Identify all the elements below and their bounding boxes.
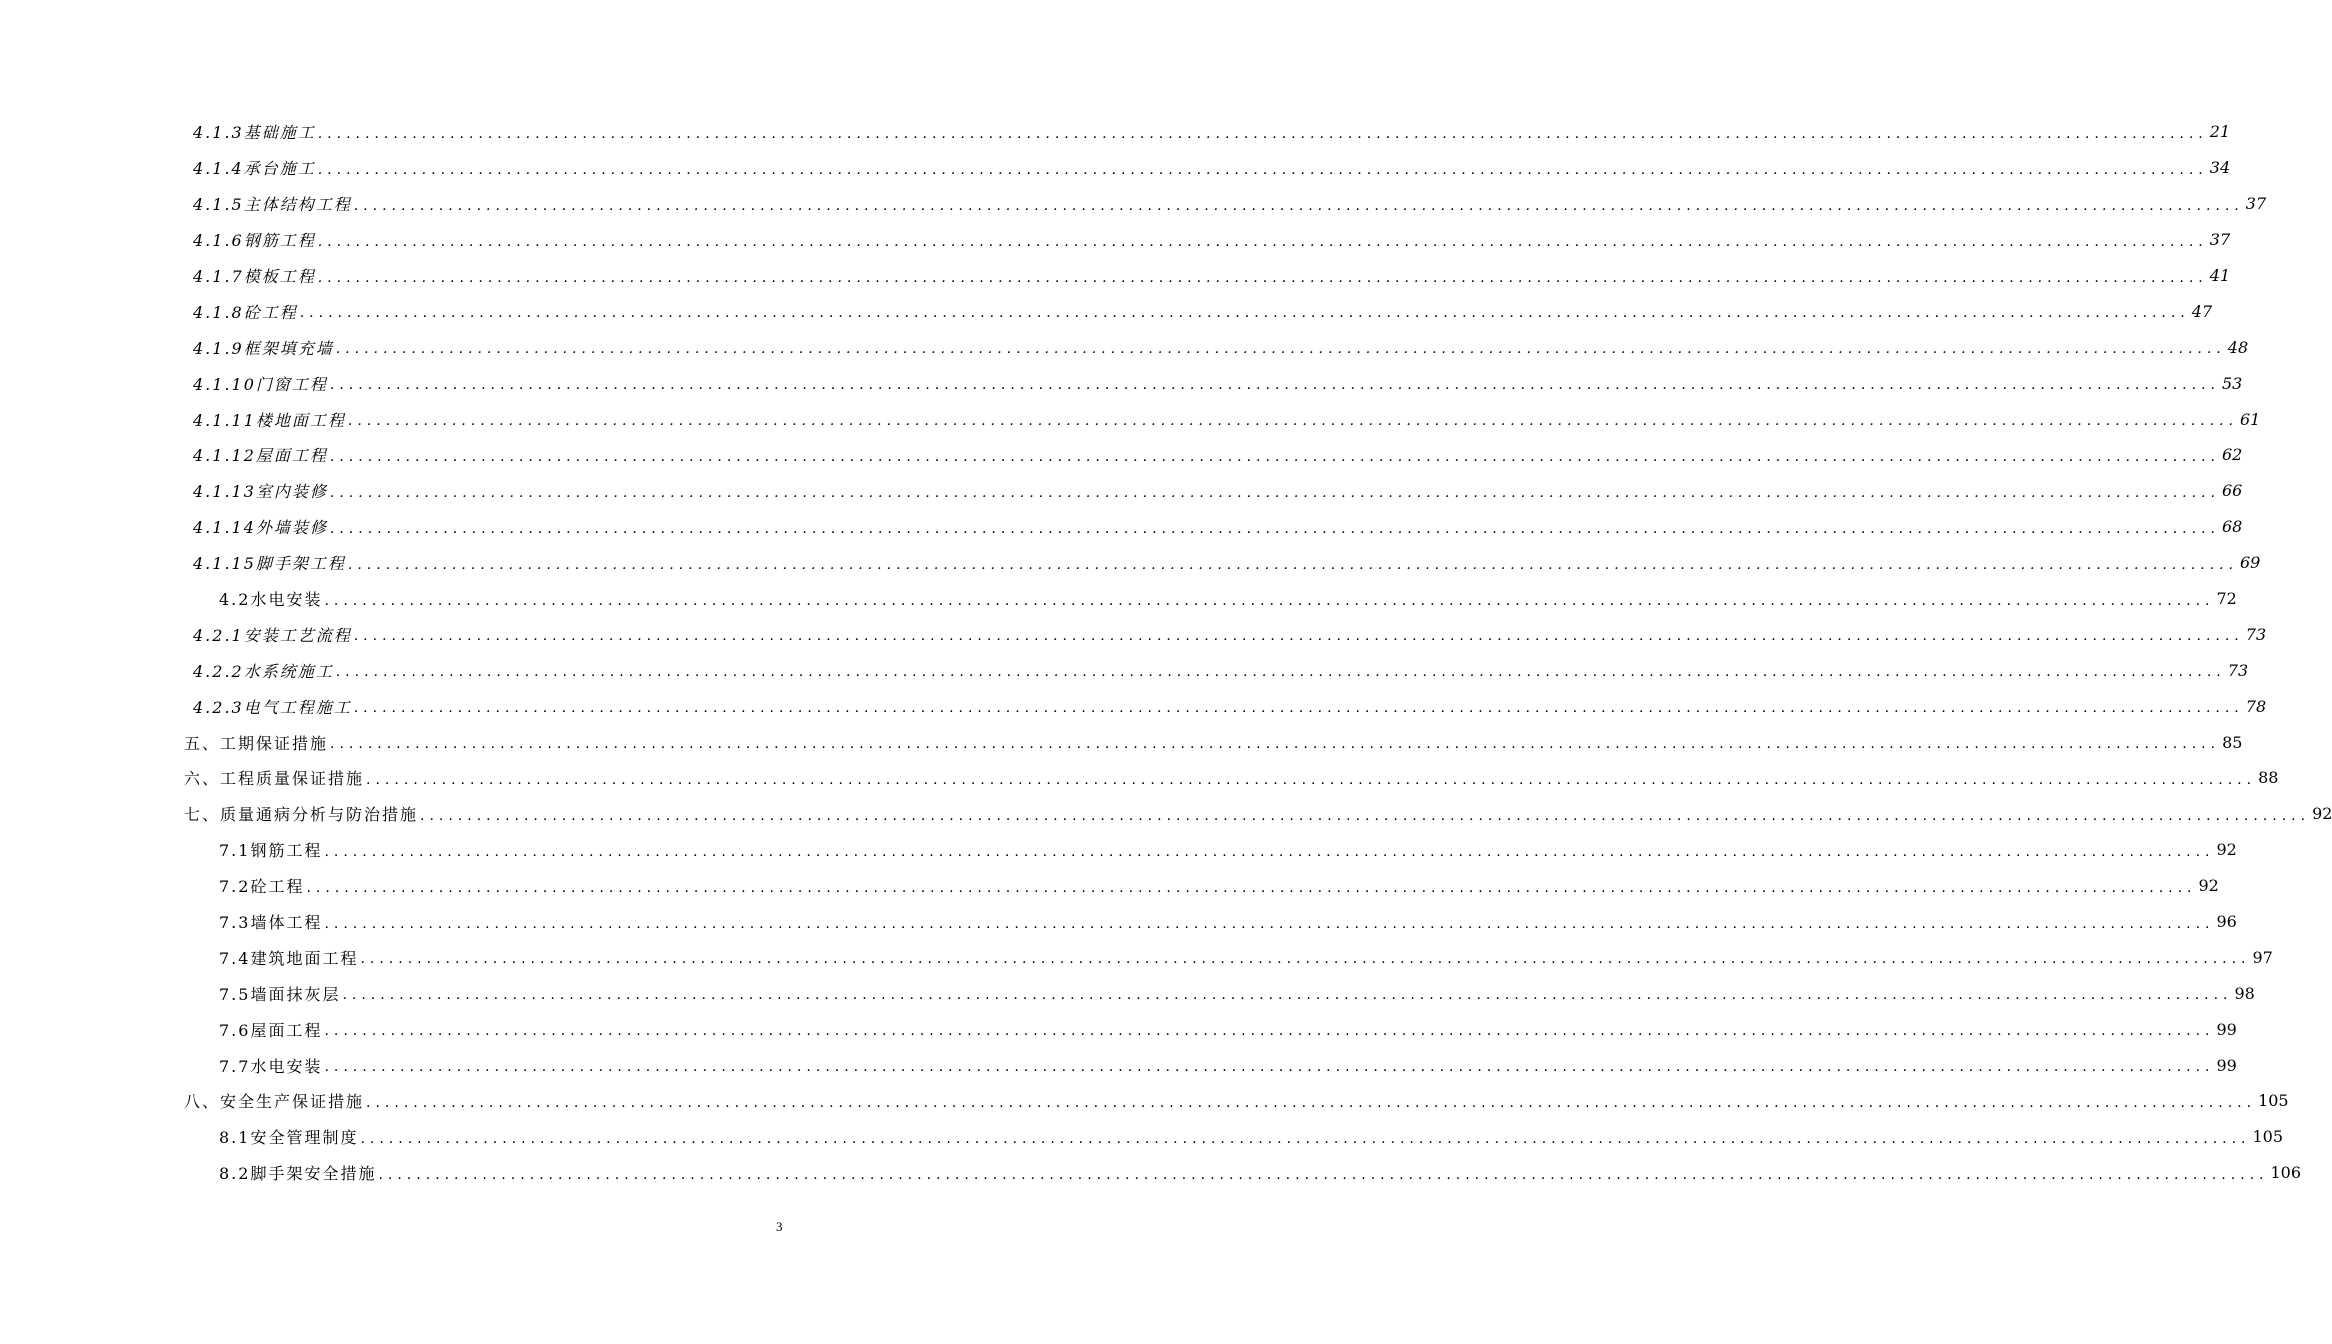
- toc-entry-page: 99: [2216, 1019, 2237, 1039]
- toc-leader-dots: ........................................................................................................................................................................................................: [366, 1094, 2257, 1111]
- toc-entry-page: 61: [2239, 409, 2261, 429]
- toc-entry[interactable]: [0, 832, 2237, 868]
- toc-leader-dots: ........................................................................................................................................................................................................: [360, 951, 2251, 968]
- toc-entry[interactable]: [0, 329, 2249, 365]
- toc-entry-page: 47: [2191, 301, 2213, 321]
- toc-leader-dots: ........................................................................................................................................................................................................: [329, 520, 2220, 537]
- toc-entry-label: 4.1.9框架填充墙: [193, 338, 334, 358]
- toc-entry-page: 68: [2221, 517, 2243, 537]
- toc-entry-page: 69: [2239, 553, 2261, 573]
- toc-entry[interactable]: [0, 437, 2243, 473]
- toc-entry[interactable]: [0, 545, 2261, 581]
- toc-entry-page: 98: [2234, 983, 2255, 1003]
- toc-entry[interactable]: [0, 258, 2231, 294]
- toc-entry-page: 34: [2209, 158, 2231, 178]
- toc-entry-page: 92: [2216, 840, 2237, 860]
- toc-entry[interactable]: [0, 365, 2243, 401]
- toc-entry-label: 4.1.6钢筋工程: [193, 231, 316, 251]
- toc-entry-page: 106: [2270, 1163, 2302, 1183]
- toc-entry[interactable]: [0, 1119, 2284, 1155]
- toc-entry-page: 62: [2221, 445, 2243, 465]
- toc-entry[interactable]: [0, 473, 2243, 509]
- toc-entry[interactable]: [0, 939, 2273, 975]
- toc-leader-dots: ........................................................................................................................................................................................................: [324, 592, 2215, 609]
- toc-leader-dots: ........................................................................................................................................................................................................: [335, 341, 2226, 358]
- toc-leader-dots: ........................................................................................................................................................................................................: [317, 125, 2208, 142]
- toc-entry-label: 4.1.5主体结构工程: [193, 195, 352, 215]
- toc-entry-page: 96: [2216, 912, 2237, 932]
- toc-entry-page: 85: [2222, 732, 2243, 752]
- toc-entry-page: 105: [2252, 1127, 2284, 1147]
- toc-entry-page: 92: [2312, 804, 2332, 824]
- toc-leader-dots: ........................................................................................................................................................................................................: [347, 413, 2238, 430]
- toc-leader-dots: ........................................................................................................................................................................................................: [329, 377, 2220, 394]
- toc-entry-label: 4.1.14外墙装修: [193, 518, 328, 538]
- toc-entry[interactable]: [0, 509, 2243, 545]
- toc-leader-dots: ........................................................................................................................................................................................................: [317, 269, 2208, 286]
- toc-leader-dots: ........................................................................................................................................................................................................: [317, 161, 2208, 178]
- toc-entry-label: 4.1.3基础施工: [193, 123, 316, 143]
- toc-entry-page: 73: [2245, 624, 2267, 644]
- toc-entry-page: 21: [2209, 122, 2231, 142]
- toc-entry[interactable]: [0, 581, 2237, 617]
- table-of-contents: [0, 114, 2332, 1191]
- toc-entry-label: 4.1.4承台施工: [193, 159, 316, 179]
- toc-leader-dots: ........................................................................................................................................................................................................: [366, 771, 2257, 788]
- toc-entry[interactable]: [0, 688, 2267, 724]
- toc-entry[interactable]: [0, 868, 2219, 904]
- toc-entry-label: 4.2.2水系统施工: [193, 661, 334, 681]
- toc-entry-page: 37: [2245, 194, 2267, 214]
- toc-entry-page: 48: [2227, 337, 2249, 357]
- toc-entry-label: 8.2脚手架安全措施: [219, 1164, 377, 1184]
- toc-entry[interactable]: [0, 724, 2243, 760]
- toc-leader-dots: ........................................................................................................................................................................................................: [317, 233, 2208, 250]
- toc-entry[interactable]: [0, 293, 2213, 329]
- toc-entry-label: 4.1.13室内装修: [193, 482, 328, 502]
- toc-entry-label: 7.5墙面抹灰层: [219, 984, 341, 1004]
- toc-entry-page: 73: [2227, 660, 2249, 680]
- toc-entry-label: 4.2.1安装工艺流程: [193, 625, 352, 645]
- toc-leader-dots: ........................................................................................................................................................................................................: [330, 736, 2221, 753]
- toc-leader-dots: ........................................................................................................................................................................................................: [299, 305, 2190, 322]
- toc-entry-page: 53: [2221, 373, 2243, 393]
- toc-entry[interactable]: [0, 616, 2267, 652]
- toc-entry-page: 92: [2198, 876, 2219, 896]
- toc-leader-dots: ........................................................................................................................................................................................................: [306, 879, 2197, 896]
- toc-entry[interactable]: [0, 401, 2261, 437]
- toc-entry-page: 78: [2245, 696, 2267, 716]
- toc-entry[interactable]: [0, 652, 2249, 688]
- toc-entry[interactable]: [0, 760, 2279, 796]
- toc-entry-label: 4.1.7模板工程: [193, 267, 316, 286]
- toc-leader-dots: ........................................................................................................................................................................................................: [329, 484, 2220, 501]
- toc-leader-dots: ........................................................................................................................................................................................................: [329, 448, 2220, 465]
- toc-entry-label: 7.1钢筋工程: [219, 841, 323, 861]
- toc-entry[interactable]: [0, 1155, 2302, 1191]
- toc-entry-label: 7.7水电安装: [219, 1056, 323, 1076]
- page-number: 3: [776, 1219, 783, 1234]
- toc-entry-label: 8.1安全管理制度: [219, 1128, 359, 1148]
- toc-entry[interactable]: [0, 186, 2267, 222]
- toc-leader-dots: ........................................................................................................................................................................................................: [378, 1166, 2269, 1183]
- toc-leader-dots: ........................................................................................................................................................................................................: [353, 700, 2244, 717]
- toc-leader-dots: ........................................................................................................................................................................................................: [353, 628, 2244, 645]
- toc-entry-page: 72: [2216, 589, 2237, 609]
- toc-entry[interactable]: [0, 222, 2231, 258]
- toc-entry-label: 7.6屋面工程: [219, 1020, 323, 1040]
- toc-entry-label: 7.4建筑地面工程: [219, 948, 359, 968]
- toc-leader-dots: ........................................................................................................................................................................................................: [347, 556, 2238, 573]
- toc-entry-page: 37: [2209, 230, 2231, 250]
- toc-leader-dots: ........................................................................................................................................................................................................: [324, 1023, 2215, 1040]
- toc-entry-label: 五、工期保证措施: [184, 733, 329, 753]
- toc-entry-page: 99: [2216, 1055, 2237, 1075]
- toc-entry-label: 七、质量通病分析与防治措施: [184, 805, 419, 825]
- toc-entry-label: 4.1.10门窗工程: [193, 374, 328, 394]
- toc-entry-label: 4.1.11楼地面工程: [193, 410, 346, 430]
- toc-entry[interactable]: [0, 975, 2255, 1011]
- toc-entry-label: 八、安全生产保证措施: [184, 1092, 365, 1112]
- toc-entry-label: 7.3墙体工程: [219, 913, 323, 933]
- toc-leader-dots: ........................................................................................................................................................................................................: [360, 1130, 2251, 1147]
- toc-entry-page: 66: [2221, 481, 2243, 501]
- toc-entry-page: 88: [2258, 768, 2279, 788]
- toc-entry-page: 41: [2209, 266, 2231, 285]
- toc-leader-dots: ........................................................................................................................................................................................................: [335, 664, 2226, 681]
- toc-entry-label: 六、工程质量保证措施: [184, 769, 365, 789]
- toc-leader-dots: ........................................................................................................................................................................................................: [324, 915, 2215, 932]
- toc-entry[interactable]: [0, 114, 2231, 150]
- toc-entry[interactable]: [0, 1011, 2237, 1047]
- toc-entry-label: 4.1.8砼工程: [193, 302, 298, 322]
- toc-leader-dots: ........................................................................................................................................................................................................: [353, 197, 2244, 214]
- toc-entry-label: 7.2砼工程: [219, 877, 305, 897]
- toc-leader-dots: ........................................................................................................................................................................................................: [342, 987, 2233, 1004]
- toc-entry-page: 97: [2252, 947, 2273, 967]
- toc-leader-dots: ........................................................................................................................................................................................................: [420, 807, 2311, 824]
- toc-leader-dots: ........................................................................................................................................................................................................: [324, 843, 2215, 860]
- toc-entry[interactable]: [0, 1047, 2237, 1083]
- toc-entry[interactable]: [0, 1083, 2289, 1119]
- toc-entry-label: 4.1.12屋面工程: [193, 446, 328, 466]
- toc-leader-dots: ........................................................................................................................................................................................................: [324, 1059, 2215, 1076]
- toc-entry-label: 4.1.15脚手架工程: [193, 554, 346, 574]
- toc-entry[interactable]: [0, 904, 2237, 940]
- toc-entry[interactable]: [0, 150, 2231, 186]
- toc-entry-label: 4.2水电安装: [219, 590, 323, 610]
- toc-entry[interactable]: [0, 796, 2332, 832]
- toc-entry-page: 105: [2258, 1091, 2289, 1111]
- toc-entry-label: 4.2.3电气工程施工: [193, 697, 352, 717]
